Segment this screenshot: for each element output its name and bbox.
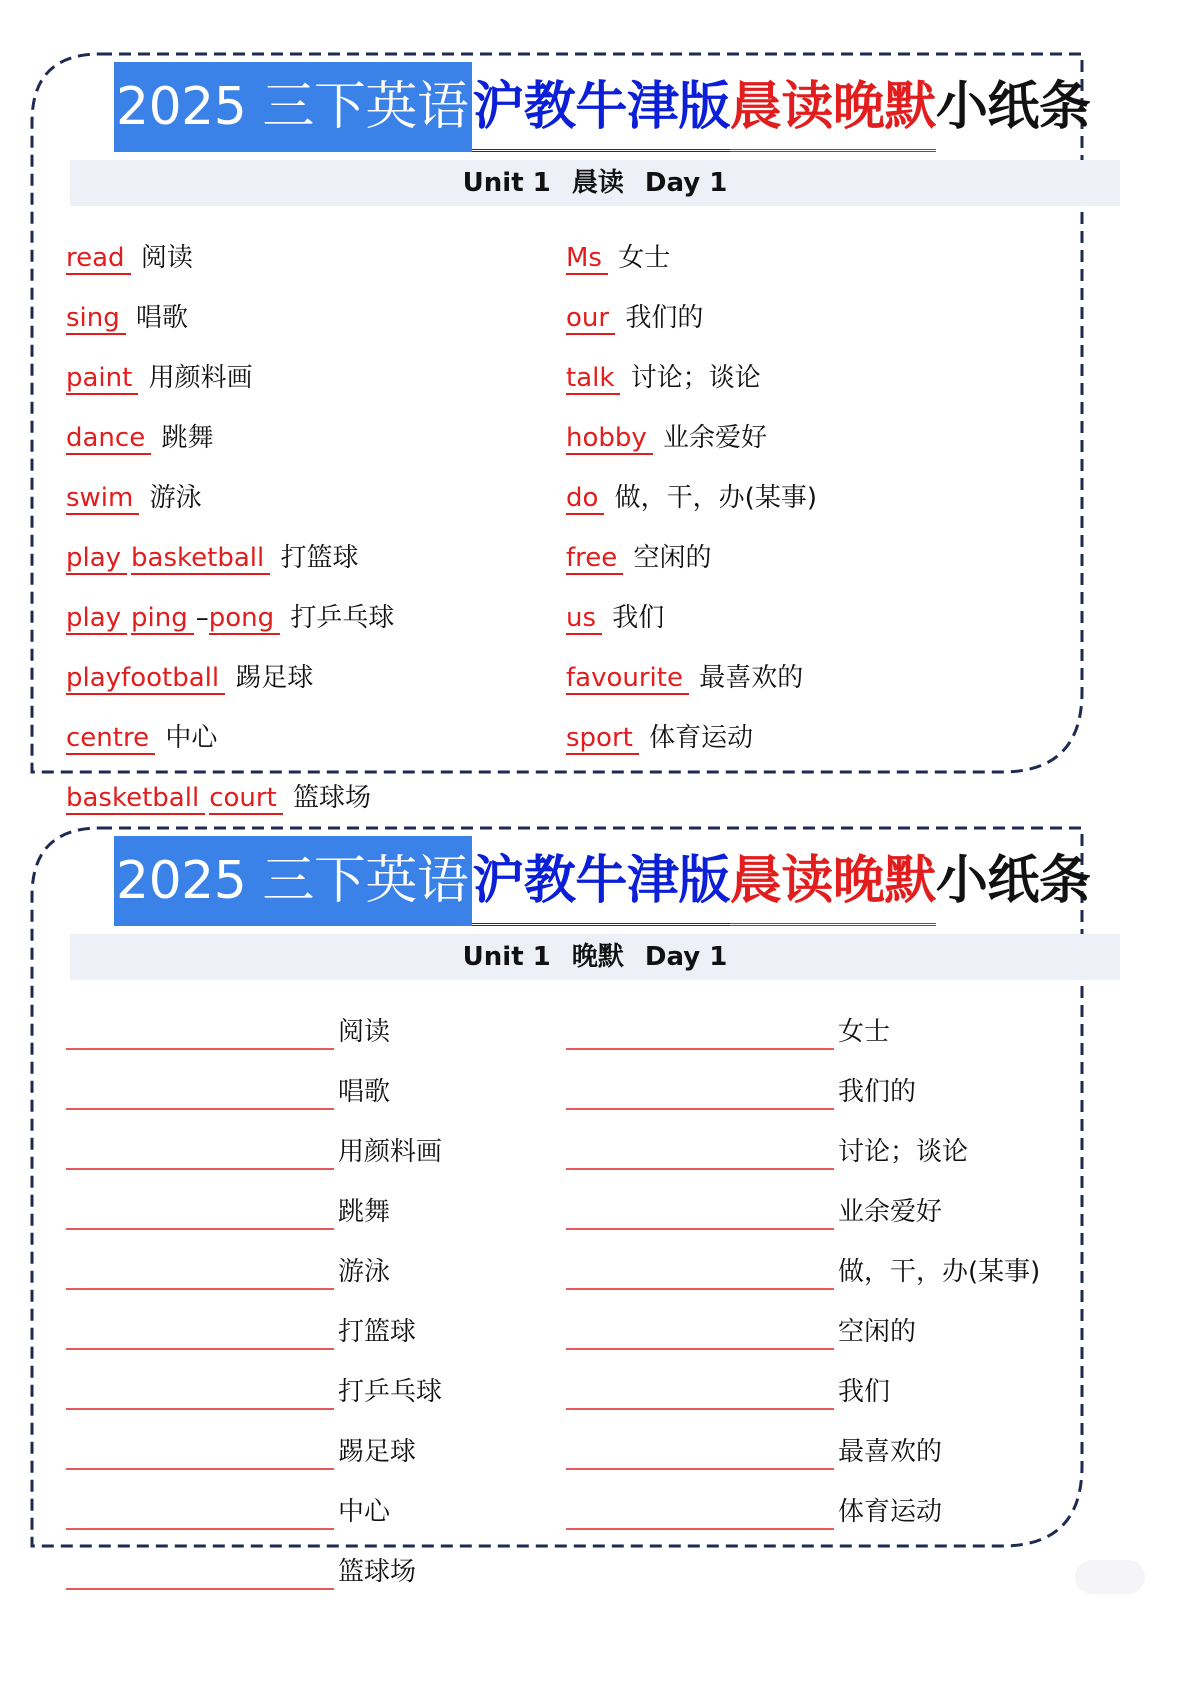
- chinese-meaning: 业余爱好: [654, 423, 768, 453]
- vocab-row: [566, 528, 817, 588]
- watermark: [1075, 1560, 1145, 1594]
- hyphen: –: [195, 603, 209, 633]
- answer-blank-line: [66, 1468, 334, 1470]
- english-word: dance: [66, 423, 151, 455]
- chinese-meaning: 业余爱好: [838, 1197, 943, 1227]
- day-label: Day 1: [644, 942, 728, 972]
- chinese-meaning: 空闲的: [625, 543, 712, 573]
- dictation-row: [66, 1362, 442, 1422]
- chinese-meaning: 篮球场: [284, 783, 372, 813]
- evening-card: [30, 826, 1158, 1587]
- chinese-meaning: 阅读: [338, 1017, 391, 1047]
- chinese-meaning: 讨论；谈论: [838, 1137, 969, 1167]
- chinese-meaning: 讨论；谈论: [622, 363, 761, 393]
- title-year: 2025 三下英语: [114, 836, 472, 926]
- title-chendu: 晨读晚默: [730, 836, 936, 926]
- dictation-row: [566, 1002, 1040, 1062]
- vocab-row: [66, 408, 394, 468]
- english-word: paint: [66, 363, 138, 395]
- section-header: [70, 934, 1120, 980]
- english-word: swim: [66, 483, 139, 515]
- section-header: [70, 160, 1120, 206]
- vocab-row: [66, 228, 394, 288]
- title-paper: 小纸条: [935, 851, 1091, 911]
- chinese-meaning: 中心: [338, 1497, 391, 1527]
- chinese-meaning: 做，干，办(某事): [606, 483, 817, 513]
- dictation-row: [66, 1062, 442, 1122]
- chinese-meaning: 最喜欢的: [690, 663, 804, 693]
- english-word: read: [66, 243, 131, 275]
- english-word: ping: [131, 603, 194, 635]
- vocab-row: [566, 228, 817, 288]
- vocab-row: [66, 528, 394, 588]
- english-word: sing: [66, 303, 126, 335]
- chinese-meaning: 中心: [157, 723, 218, 753]
- english-word: sport: [566, 723, 639, 755]
- unit-label: Unit 1: [462, 942, 551, 972]
- dictation-row: [66, 1542, 442, 1602]
- dictation-row: [566, 1302, 1040, 1362]
- english-word: do: [566, 483, 604, 515]
- chinese-meaning: 用颜料画: [140, 363, 253, 393]
- chinese-meaning: 我们的: [838, 1077, 917, 1107]
- vocab-row: [566, 408, 817, 468]
- english-word: play: [66, 603, 127, 635]
- dictation-row: [66, 1182, 442, 1242]
- english-word: favourite: [566, 663, 689, 695]
- answer-blank-line: [66, 1108, 334, 1110]
- vocab-row: [566, 288, 817, 348]
- answer-blank-line: [66, 1288, 334, 1290]
- dictation-column-left: [66, 1002, 442, 1602]
- answer-blank-line: [66, 1228, 334, 1230]
- vocab-row: [66, 288, 394, 348]
- dictation-row: [566, 1122, 1040, 1182]
- answer-blank-line: [566, 1228, 834, 1230]
- chinese-meaning: 唱歌: [338, 1077, 391, 1107]
- vocab-row: [566, 348, 817, 408]
- chinese-meaning: 打篮球: [338, 1317, 417, 1347]
- day-label: Day 1: [644, 168, 728, 198]
- vocab-column-left: [66, 228, 394, 828]
- dictation-row: [566, 1422, 1040, 1482]
- answer-blank-line: [566, 1408, 834, 1410]
- vocab-row: [566, 468, 817, 528]
- answer-blank-line: [66, 1408, 334, 1410]
- dictation-row: [566, 1182, 1040, 1242]
- vocab-row: [66, 348, 394, 408]
- answer-blank-line: [66, 1168, 334, 1170]
- chinese-meaning: 打乒乓球: [282, 603, 395, 633]
- morning-card: [30, 52, 1158, 813]
- page-title: [114, 836, 1090, 926]
- english-word: free: [566, 543, 623, 575]
- session-label: 晚默: [571, 942, 624, 972]
- chinese-meaning: 女士: [838, 1017, 891, 1047]
- chinese-meaning: 跳舞: [338, 1197, 391, 1227]
- chinese-meaning: 踢足球: [338, 1437, 417, 1467]
- dictation-row: [66, 1242, 442, 1302]
- vocab-row: [66, 648, 394, 708]
- title-paper: 小纸条: [935, 77, 1091, 137]
- vocab-row: [566, 588, 817, 648]
- chinese-meaning: 打篮球: [272, 543, 359, 573]
- chinese-meaning: 踢足球: [227, 663, 314, 693]
- answer-blank-line: [566, 1048, 834, 1050]
- english-word: pong: [209, 603, 280, 635]
- dictation-row: [566, 1482, 1040, 1542]
- chinese-meaning: 唱歌: [127, 303, 189, 333]
- chinese-meaning: 我们: [604, 603, 665, 633]
- session-label: 晨读: [571, 168, 624, 198]
- vocab-row: [66, 768, 394, 828]
- chinese-meaning: 女士: [609, 243, 671, 273]
- dictation-row: [66, 1302, 442, 1362]
- vocab-column-right: [566, 228, 817, 768]
- answer-blank-line: [566, 1288, 834, 1290]
- chinese-meaning: 篮球场: [338, 1557, 417, 1587]
- chinese-meaning: 打乒乓球: [338, 1377, 443, 1407]
- answer-blank-line: [66, 1528, 334, 1530]
- dictation-row: [66, 1422, 442, 1482]
- chinese-meaning: 体育运动: [640, 723, 754, 753]
- dictation-row: [566, 1362, 1040, 1422]
- english-word: court: [209, 783, 283, 815]
- answer-blank-line: [66, 1048, 334, 1050]
- chinese-meaning: 我们: [838, 1377, 891, 1407]
- english-word: our: [566, 303, 615, 335]
- answer-blank-line: [566, 1168, 834, 1170]
- english-word: playfootball: [66, 663, 225, 695]
- title-version: 沪教牛津版: [472, 62, 730, 152]
- vocab-row: [66, 708, 394, 768]
- answer-blank-line: [66, 1588, 334, 1590]
- answer-blank-line: [66, 1348, 334, 1350]
- vocab-row: [66, 588, 394, 648]
- answer-blank-line: [566, 1108, 834, 1110]
- chinese-meaning: 空闲的: [838, 1317, 917, 1347]
- vocab-row: [66, 468, 394, 528]
- title-version: 沪教牛津版: [472, 836, 730, 926]
- title-year: 2025 三下英语: [114, 62, 472, 152]
- chinese-meaning: 做，干，办(某事): [838, 1257, 1041, 1287]
- chinese-meaning: 游泳: [141, 483, 202, 513]
- chinese-meaning: 用颜料画: [338, 1137, 443, 1167]
- chinese-meaning: 最喜欢的: [838, 1437, 943, 1467]
- dictation-row: [566, 1242, 1040, 1302]
- chinese-meaning: 游泳: [338, 1257, 391, 1287]
- page-title: [114, 62, 1090, 152]
- answer-blank-line: [566, 1348, 834, 1350]
- title-chendu: 晨读晚默: [730, 62, 936, 152]
- vocab-row: [566, 708, 817, 768]
- unit-label: Unit 1: [462, 168, 551, 198]
- english-word: Ms: [566, 243, 608, 275]
- chinese-meaning: 我们的: [617, 303, 704, 333]
- english-word: hobby: [566, 423, 653, 455]
- english-word: basketball: [131, 543, 270, 575]
- answer-blank-line: [566, 1528, 834, 1530]
- chinese-meaning: 跳舞: [153, 423, 214, 453]
- english-word: talk: [566, 363, 620, 395]
- dictation-row: [66, 1482, 442, 1542]
- dictation-row: [566, 1062, 1040, 1122]
- chinese-meaning: 体育运动: [838, 1497, 943, 1527]
- english-word: centre: [66, 723, 155, 755]
- english-word: basketball: [66, 783, 205, 815]
- dictation-row: [66, 1002, 442, 1062]
- dictation-row: [66, 1122, 442, 1182]
- english-word: us: [566, 603, 602, 635]
- english-word: play: [66, 543, 127, 575]
- vocab-row: [566, 648, 817, 708]
- dictation-column-right: [566, 1002, 1040, 1542]
- answer-blank-line: [566, 1468, 834, 1470]
- chinese-meaning: 阅读: [132, 243, 193, 273]
